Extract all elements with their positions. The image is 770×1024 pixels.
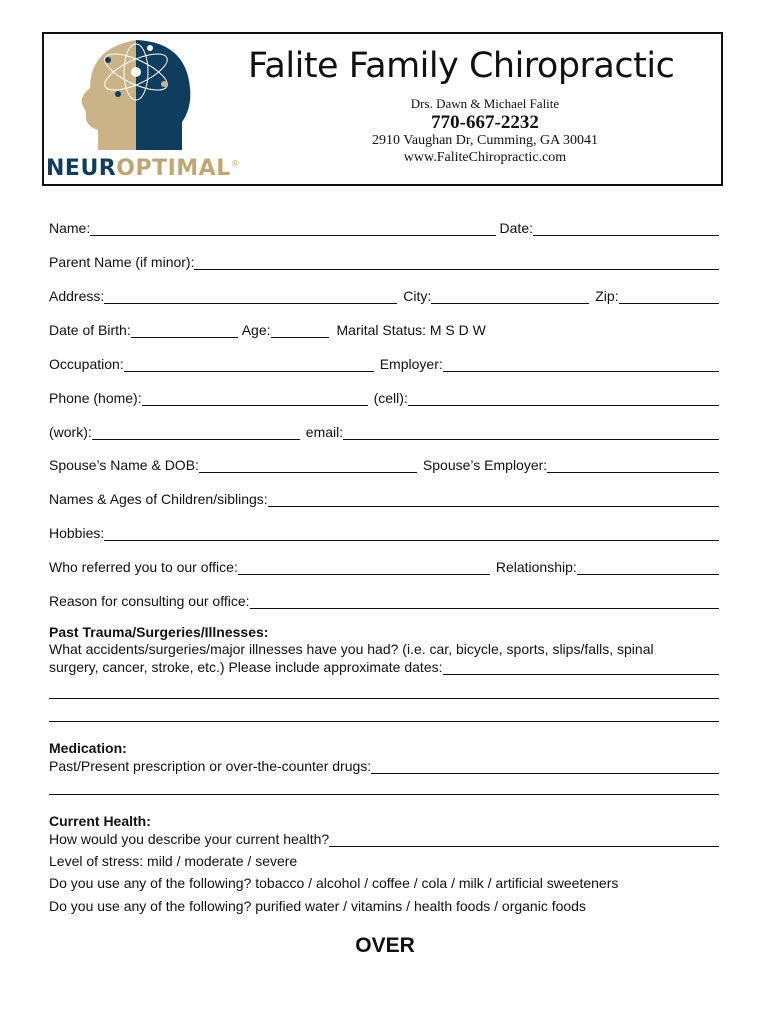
neuroptimal-logo xyxy=(46,38,246,184)
spouse-row xyxy=(49,455,719,473)
referred-field[interactable] xyxy=(238,560,490,575)
health-question: How would you describe your current health? xyxy=(49,831,330,847)
reason-label: Reason for consulting our office: xyxy=(49,593,250,609)
brand-wordmark-right: OPTIMAL xyxy=(116,156,231,181)
cell-label: (cell): xyxy=(373,390,408,406)
address-row xyxy=(49,286,719,304)
relationship-label: Relationship: xyxy=(495,559,577,575)
reason-field[interactable] xyxy=(250,594,719,609)
occupation-field[interactable] xyxy=(124,357,374,372)
medication-field-2[interactable] xyxy=(49,794,719,795)
medication-row xyxy=(49,756,719,774)
work-field[interactable] xyxy=(92,425,300,440)
children-field[interactable] xyxy=(268,492,719,507)
email-label: email: xyxy=(305,424,344,440)
date-field[interactable] xyxy=(533,221,719,236)
children-label: Names & Ages of Children/siblings: xyxy=(49,491,268,507)
parent-field[interactable] xyxy=(194,255,719,270)
cell-field[interactable] xyxy=(408,391,719,406)
address-label: Address: xyxy=(49,288,105,304)
substances-options[interactable]: Do you use any of the following? tobacco / alcohol / coffee / cola / milk / artificial sweeteners xyxy=(49,875,619,891)
date-label: Date: xyxy=(499,220,533,236)
occupation-row xyxy=(49,354,719,372)
spouse-employer-field[interactable] xyxy=(547,458,719,473)
referral-row xyxy=(49,557,719,575)
dob-label: Date of Birth: xyxy=(49,322,131,338)
health-field[interactable] xyxy=(329,832,719,847)
marital-status-options[interactable]: Marital Status: M S D W xyxy=(336,322,486,338)
health-row xyxy=(49,829,719,847)
website-line: www.FaliteChiropractic.com xyxy=(403,150,567,165)
supplements-options[interactable]: Do you use any of the following? purified water / vitamins / health foods / organic foods xyxy=(49,898,586,914)
phone-row xyxy=(49,388,719,406)
trauma-row xyxy=(49,657,719,675)
medication-question: Past/Present prescription or over-the-counter drugs: xyxy=(49,758,372,774)
city-label: City: xyxy=(403,288,432,304)
brand-wordmark xyxy=(46,156,240,181)
hobbies-field[interactable] xyxy=(104,526,719,541)
phone-home-label: Phone (home): xyxy=(49,390,142,406)
medication-field-1[interactable] xyxy=(371,759,719,774)
name-date-row xyxy=(49,218,719,236)
hobbies-row xyxy=(49,523,719,541)
registered-mark: ® xyxy=(230,159,241,170)
occupation-label: Occupation: xyxy=(49,356,124,372)
age-label: Age: xyxy=(241,322,271,338)
name-field[interactable] xyxy=(90,221,495,236)
relationship-field[interactable] xyxy=(577,560,719,575)
stress-options[interactable]: Level of stress: mild / moderate / severe xyxy=(49,853,298,869)
address-line: 2910 Vaughan Dr, Cumming, GA 30041 xyxy=(372,133,598,148)
employer-label: Employer: xyxy=(379,356,443,372)
name-label: Name: xyxy=(49,220,91,236)
work-email-row xyxy=(49,422,719,440)
work-label: (work): xyxy=(49,424,92,440)
employer-field[interactable] xyxy=(443,357,719,372)
parent-row xyxy=(49,252,719,270)
dob-field[interactable] xyxy=(131,323,238,338)
health-heading: Current Health: xyxy=(49,813,151,829)
dob-row xyxy=(49,320,719,338)
trauma-field-1[interactable] xyxy=(443,660,720,675)
referred-label: Who referred you to our office: xyxy=(49,559,238,575)
practice-title: Falite Family Chiropractic xyxy=(248,46,675,86)
trauma-field-3[interactable] xyxy=(49,721,719,722)
children-row xyxy=(49,489,719,507)
head-icon xyxy=(46,38,246,156)
brand-wordmark-left: NEUR xyxy=(46,156,117,181)
address-field[interactable] xyxy=(104,289,397,304)
phone-line: 770-667-2232 xyxy=(431,112,539,133)
doctors-line: Drs. Dawn & Michael Falite xyxy=(410,96,560,111)
age-field[interactable] xyxy=(271,323,329,338)
spouse-name-label: Spouse’s Name & DOB: xyxy=(49,457,199,473)
trauma-question-cont: surgery, cancer, stroke, etc.) Please include approximate dates: xyxy=(49,659,443,675)
trauma-question: What accidents/surgeries/major illnesses have you had? (i.e. car, bicycle, sports, slips/falls, spinal xyxy=(49,641,654,657)
zip-field[interactable] xyxy=(619,289,719,304)
parent-label: Parent Name (if minor): xyxy=(49,254,195,270)
city-field[interactable] xyxy=(431,289,589,304)
hobbies-label: Hobbies: xyxy=(49,525,105,541)
zip-label: Zip: xyxy=(595,288,619,304)
trauma-heading: Past Trauma/Surgeries/Illnesses: xyxy=(49,624,269,640)
trauma-field-2[interactable] xyxy=(49,698,719,699)
medication-heading: Medication: xyxy=(49,740,127,756)
spouse-employer-label: Spouse’s Employer: xyxy=(422,457,548,473)
reason-row xyxy=(49,591,719,609)
spouse-name-field[interactable] xyxy=(199,458,417,473)
email-field[interactable] xyxy=(343,425,719,440)
phone-home-field[interactable] xyxy=(142,391,368,406)
over-label: OVER xyxy=(355,934,415,957)
